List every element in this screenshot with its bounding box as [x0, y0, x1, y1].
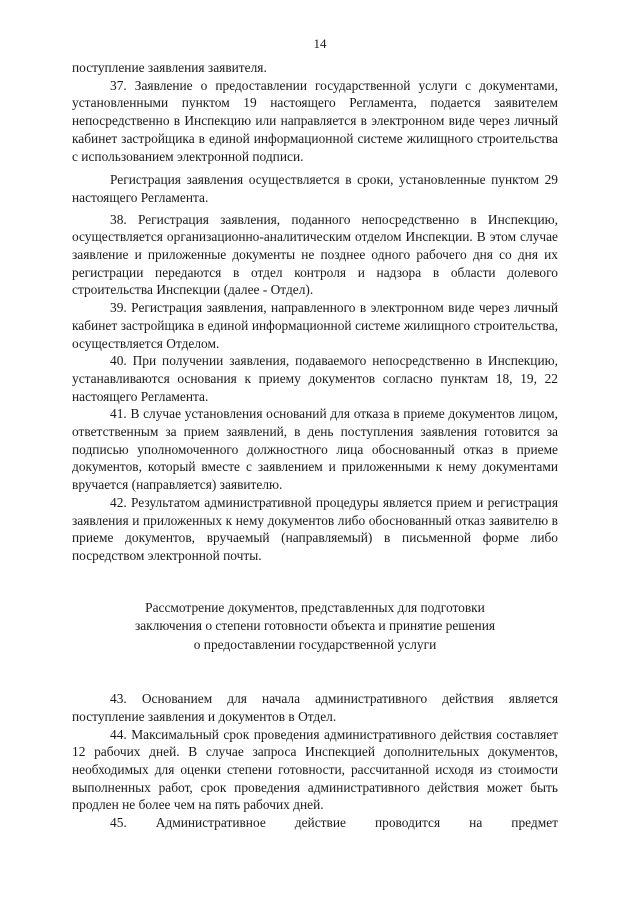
document-body	[72, 59, 558, 832]
paragraph-38: 38. Регистрация заявления, поданного непосредственно в Инспекцию, осуществляется организационно-аналитическим отделом Инспекции. В этом случае заявление и приложенные документы не позднее одного рабочего дня со дня их регистрации передаются в отдел контроля и надзора в области долевого строительства Инспекции (далее - Отдел).	[72, 211, 558, 298]
paragraph-42: 42. Результатом административной процедуры является прием и регистрация заявления и приложенных к нему документов либо обоснованный отказ заявителю в приеме документов, вручаемый (направляемый) в письменной форме либо посредством электронной почты.	[72, 494, 558, 563]
paragraph-39: 39. Регистрация заявления, направленного в электронном виде через личный кабинет застройщика в единой информационной системе жилищного строительства, осуществляется Отделом.	[72, 300, 558, 351]
paragraph-41: 41. В случае установления оснований для отказа в приеме документов лицом, ответственным за прием заявлений, в день поступления заявления готовится за подписью уполномоченного должностного лица обоснованный отказ в приеме документов, который вместе с заявлением и приложенными к нему документами вручается (направляется) заявителю.	[72, 406, 558, 493]
section-heading-line-2: заключения о степени готовности объекта и принятие решения	[134, 618, 496, 634]
section-heading-line-3: о предоставлении государственной услуги	[193, 636, 437, 652]
paragraph-continuation: поступление заявления заявителя.	[72, 60, 267, 75]
paragraph-44: 44. Максимальный срок проведения административного действия составляет 12 рабочих дней. В случае запроса Инспекцией дополнительных документов, необходимых для оценки степени готовности, рассчитанной исходя из стоимости выполненных работ, срок проведения административного действия может быть продлен не более чем на пять рабочих дней.	[72, 726, 558, 813]
section-heading-line-1: Рассмотрение документов, представленных для подготовки	[145, 599, 485, 615]
paragraph-37: 37. Заявление о предоставлении государственной услуги с документами, установленными пунктом 19 настоящего Регламента, подается заявителем непосредственно в Инспекцию или направляется в электронном виде через личный кабинет застройщика в единой информационной системе жилищного строительства с использованием электронной подписи.	[72, 77, 558, 164]
section-heading	[72, 599, 558, 655]
paragraph-45: 45. Административное действие проводится на предмет	[110, 815, 558, 831]
paragraph-40: 40. При получении заявления, подаваемого непосредственно в Инспекцию, устанавливаются основания к приему документов согласно пунктам 18, 19, 22 настоящего Регламента.	[72, 353, 558, 404]
paragraph-37-registration: Регистрация заявления осуществляется в сроки, установленные пунктом 29 настоящего Регламента.	[72, 172, 558, 205]
page-number: 14	[313, 36, 327, 51]
paragraph-43: 43. Основанием для начала административного действия является поступление заявления и документов в Отдел.	[72, 691, 558, 724]
